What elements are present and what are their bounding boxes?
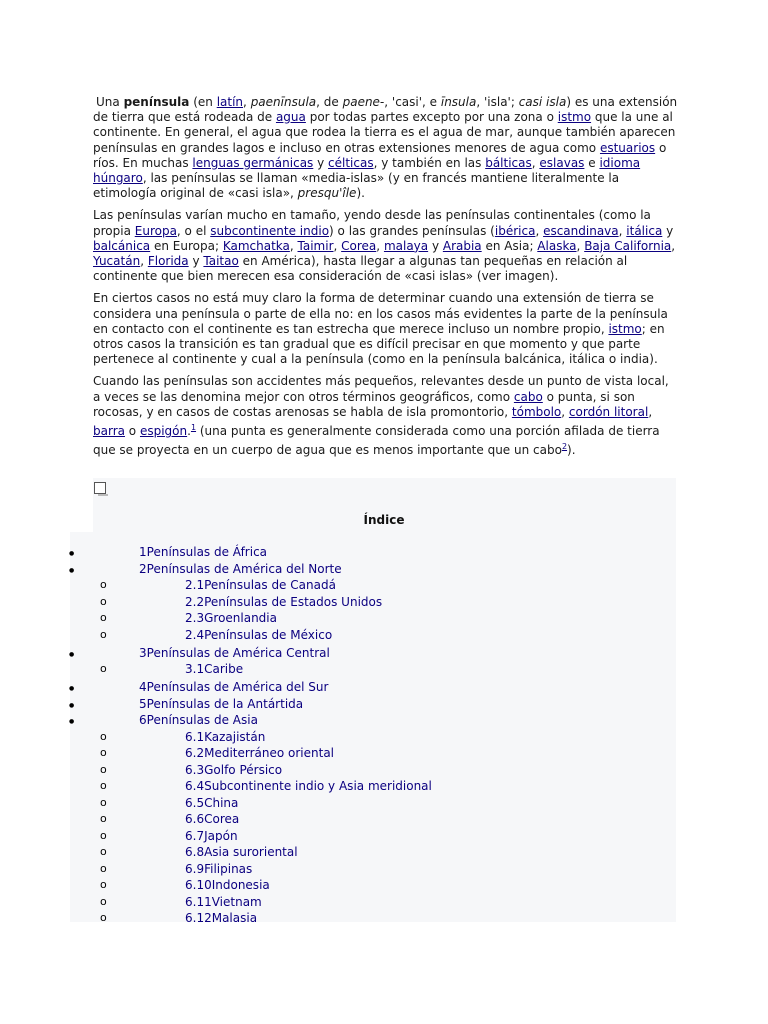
inline-link[interactable]: ibérica [494,223,536,238]
italic-text: paene- [342,95,385,109]
inline-link[interactable]: tómbolo [511,404,562,419]
toc-label: Vietnam [211,894,262,909]
toc-label: Penínsulas de África [146,545,268,559]
toc-number: 6.4 [185,779,205,793]
toc-item-6-12[interactable] [0,911,680,928]
toc-label: Indonesia [211,878,270,892]
text-run: , [561,404,569,419]
inline-link[interactable]: eslavas [539,155,585,170]
text-run: Cuando las penínsulas son accidentes más pequeños, relevantes desde un punto de vista local, a veces se las denomina mejor con otros términos geográficos, como [93,374,669,404]
toc-item-2[interactable] [0,562,680,579]
toc-label: Subcontinente indio y Asia meridional [204,779,432,793]
toc-label: Caribe [204,662,244,676]
inline-link[interactable]: Arabia [442,238,482,253]
text-run: en Europa; [150,238,223,253]
text-run: Una [96,95,124,109]
text-run: , [289,238,298,253]
toc-item-2-4[interactable] [0,628,680,645]
toc-label: Penínsulas de América del Sur [146,680,329,694]
toc-number: 6.3 [185,762,205,777]
text-run: , y también en las [373,155,486,170]
toc-label: Mediterráneo oriental [204,746,335,760]
toc-number: 6.5 [185,795,205,810]
toc-number: 2.2 [185,594,205,609]
text-run: Las penínsulas varían mucho en tamaño, yendo desde las penínsulas continentales (como la propia [93,208,651,238]
toc-number: 1 [139,545,147,559]
italic-text: presqu'île [297,186,357,201]
text-run: ) o las grandes penínsulas ( [329,223,495,238]
toc-item-6-10[interactable] [0,878,680,895]
toc-item-2-1[interactable] [0,578,680,595]
bold-term: península [123,95,190,109]
inline-link[interactable]: malaya [383,238,429,253]
inline-link[interactable]: Taitao [203,254,239,269]
inline-link[interactable]: subcontinente indio [210,223,330,238]
text-run: que la une al continente. En general, el agua que rodea la tierra es el agua de mar, aunque también aparecen penínsulas en grandes lagos e incluso en otras extensiones menores de agua como [93,110,676,155]
toc-number: 3 [139,645,147,660]
inline-link[interactable]: balcánica [93,238,151,253]
toc-number: 2.1 [185,578,205,592]
text-run: , o el [176,223,211,238]
toc-item-6-2[interactable] [0,746,680,763]
toc-item-2-3[interactable] [0,611,680,628]
toc-label: Golfo Pérsico [204,762,283,777]
inline-link[interactable]: estuarios [599,140,656,155]
text-run: y [428,238,443,253]
inline-link[interactable]: Taimir [297,238,334,253]
toc-number: 6.1 [185,729,205,744]
text-run: , [576,238,585,253]
inline-link[interactable]: Alaska [537,238,577,253]
inline-link[interactable]: latín [216,95,244,109]
bullet-disc-icon: ● [69,718,75,725]
bullet-circle-icon: o [100,627,107,641]
inline-link[interactable]: lenguas germánicas [192,155,314,170]
text-run: , 'isla'; [476,95,519,109]
toc-item-1[interactable] [0,545,680,562]
toc-item-3[interactable] [0,646,680,663]
toc-number: 6.9 [185,861,205,876]
bullet-circle-icon: o [100,762,107,776]
inline-link[interactable]: Yucatán [93,254,141,269]
toc-number: 3.1 [185,662,205,676]
toc-number: 6.7 [185,828,205,843]
text-run: , [618,223,627,238]
toc-label: Penínsulas de Asia [146,713,258,727]
toc-number: 6.8 [185,845,205,859]
toc-title: Índice [363,513,405,527]
bullet-circle-icon: o [100,611,107,624]
toc-item-2-2[interactable] [0,595,680,612]
bullet-disc-icon: ● [69,685,75,692]
bullet-disc-icon: ● [69,650,75,658]
toc-label: Penínsulas de Canadá [204,578,336,592]
toc-number: 6.10 [185,878,212,892]
bullet-circle-icon: o [100,894,107,908]
paragraph-small-peninsulas [93,374,678,458]
inline-link[interactable]: célticas [328,155,374,170]
bullet-circle-icon: o [100,861,107,875]
text-run: y [662,223,674,238]
toc-item-6[interactable] [0,713,680,730]
italic-text: īnsula [440,95,477,109]
toc-label: Penínsulas de América del Norte [146,561,342,576]
toc-number: 2.4 [185,627,205,642]
text-run: (una punta es generalmente considerada como una porción afilada de tierra que se proyecta en un cuerpo de agua que es menos importante que un cabo [93,424,660,458]
text-run: En ciertos casos no está muy claro la forma de determinar cuando una extensión de tierra se considera una península o parte de ella no: en los casos más evidentes la parte de la península en contacto con el continente es tan estrecha que merece incluso un nombre propio, [93,291,668,336]
text-run: ) es una extensión de tierra que está rodeada de [93,95,678,125]
text-run: o ríos. En muchas [93,140,667,170]
text-run: , [333,238,342,253]
toc-label: Groenlandia [204,611,277,625]
toc-number: 6.6 [185,812,205,826]
article-body [93,95,678,465]
toc-number: 6.12 [185,911,212,925]
bullet-circle-icon: o [100,662,107,675]
text-run: en Asia; [481,238,538,253]
text-run: (en [189,95,217,109]
toc-item-6-3[interactable] [0,763,680,780]
inline-link[interactable]: Corea [341,238,377,253]
inline-link[interactable]: agua [275,110,306,125]
toc-number: 6 [139,713,147,727]
paragraph-definition [93,291,678,367]
text-run: , [140,254,148,269]
toc-item-5[interactable] [0,697,680,714]
text-run: , [535,223,544,238]
toc-label: Corea [204,812,240,826]
inline-link[interactable]: escandinava [543,223,619,238]
inline-link[interactable]: Europa [134,223,177,238]
text-run: e [584,155,600,170]
text-run: , [531,155,540,170]
bullet-circle-icon: o [100,845,107,858]
bullet-circle-icon: o [100,779,107,792]
toc-item-6-4[interactable] [0,779,680,796]
toc-number: 6.11 [185,894,212,909]
toc-number: 2.3 [185,611,205,625]
text-run: , las penínsulas se llaman «media-islas» (y en francés mantiene literalmente la etimología original de «casi isla», [93,171,620,201]
bullet-circle-icon: o [100,594,107,608]
toc-label: Penínsulas de la Antártida [146,696,304,711]
inline-link[interactable]: cordón litoral [568,404,649,419]
text-run: , [376,238,384,253]
toc-number: 5 [139,696,147,711]
toc-item-3-1[interactable] [0,662,680,679]
text-run: y [188,254,204,269]
inline-link[interactable]: istmo [557,110,592,125]
bullet-circle-icon: o [100,729,107,743]
bullet-circle-icon: o [100,878,107,891]
toc-item-6-7[interactable] [0,829,680,846]
text-run: o [124,424,140,439]
toc-item-6-1[interactable] [0,730,680,747]
bullet-circle-icon: o [100,746,107,759]
bullet-disc-icon: ● [69,550,75,557]
footnote-link[interactable]: 1 [190,423,197,433]
inline-link[interactable]: bálticas [485,155,532,170]
toc-number: 4 [139,680,147,694]
toc-item-6-6[interactable] [0,812,680,829]
inline-link[interactable]: cabo [513,389,543,404]
bullet-circle-icon: o [100,578,107,591]
paragraph-size [93,208,678,284]
bullet-circle-icon: o [100,828,107,842]
text-run: y [313,155,329,170]
toc-label: Penínsulas de México [204,627,333,642]
text-run: , [243,95,251,109]
text-run: , [671,238,676,253]
toc-label: Asia suroriental [204,845,298,859]
inline-link[interactable]: istmo [608,321,642,336]
inline-link[interactable]: Baja California [584,238,672,253]
inline-link[interactable]: espigón [139,424,188,439]
toc-item-6-9[interactable] [0,862,680,879]
text-run: ). [567,443,576,458]
text-run: ). [356,186,365,201]
inline-link[interactable]: Florida [147,254,189,269]
text-run: por todas partes excepto por una zona o [305,110,558,125]
text-run: ; en otros casos la transición es tan gradual que es difícil precisar en que momento y que parte pertenece al continente y cual a la península (como en la península balcánica, itálica o india). [93,321,665,367]
text-run: , 'casi', e [384,95,441,109]
toc-label: Japón [204,828,238,843]
italic-text: casi isla [518,95,567,109]
bullet-circle-icon: o [100,795,107,809]
bullet-disc-icon: ● [69,566,75,574]
toc-toggle-checkbox[interactable] [94,482,106,494]
inline-link[interactable]: barra [93,424,125,439]
toc-label: Penínsulas de Estados Unidos [204,594,383,609]
inline-link[interactable]: itálica [626,223,663,238]
bullet-circle-icon: o [100,911,107,924]
toc-number: 2 [139,561,147,576]
toc-number: 6.2 [185,746,205,760]
toc-label: Filipinas [204,861,253,876]
toc-list [0,545,680,928]
text-run: . [187,424,191,439]
toc-item-6-11[interactable] [0,895,680,912]
toc-item-4[interactable] [0,680,680,697]
toc-item-6-8[interactable] [0,845,680,862]
toc-label: Malasia [211,911,258,925]
text-run: o punta, si son rocosas, y en casos de costas arenosas se habla de isla promontorio, [93,389,635,419]
inline-link[interactable]: Kamchatka [222,238,290,253]
bullet-circle-icon: o [100,812,107,825]
italic-text: paenīnsula [250,95,317,109]
paragraph-intro [93,95,678,201]
toc-label: Penínsulas de América Central [146,645,330,660]
footnote-link[interactable]: 2 [561,442,568,452]
toc-label: China [204,795,239,810]
text-run: , [648,404,653,419]
inline-link[interactable]: idioma húngaro [93,155,641,186]
text-run: , de [316,95,343,109]
bullet-disc-icon: ● [69,701,75,709]
toc-label: Kazajistán [204,729,266,744]
text-run: en América), hasta llegar a algunas tan pequeñas en relación al continente que bien merecen esa consideración de «casi islas» (ver imagen). [93,254,628,284]
toc-item-6-5[interactable] [0,796,680,813]
